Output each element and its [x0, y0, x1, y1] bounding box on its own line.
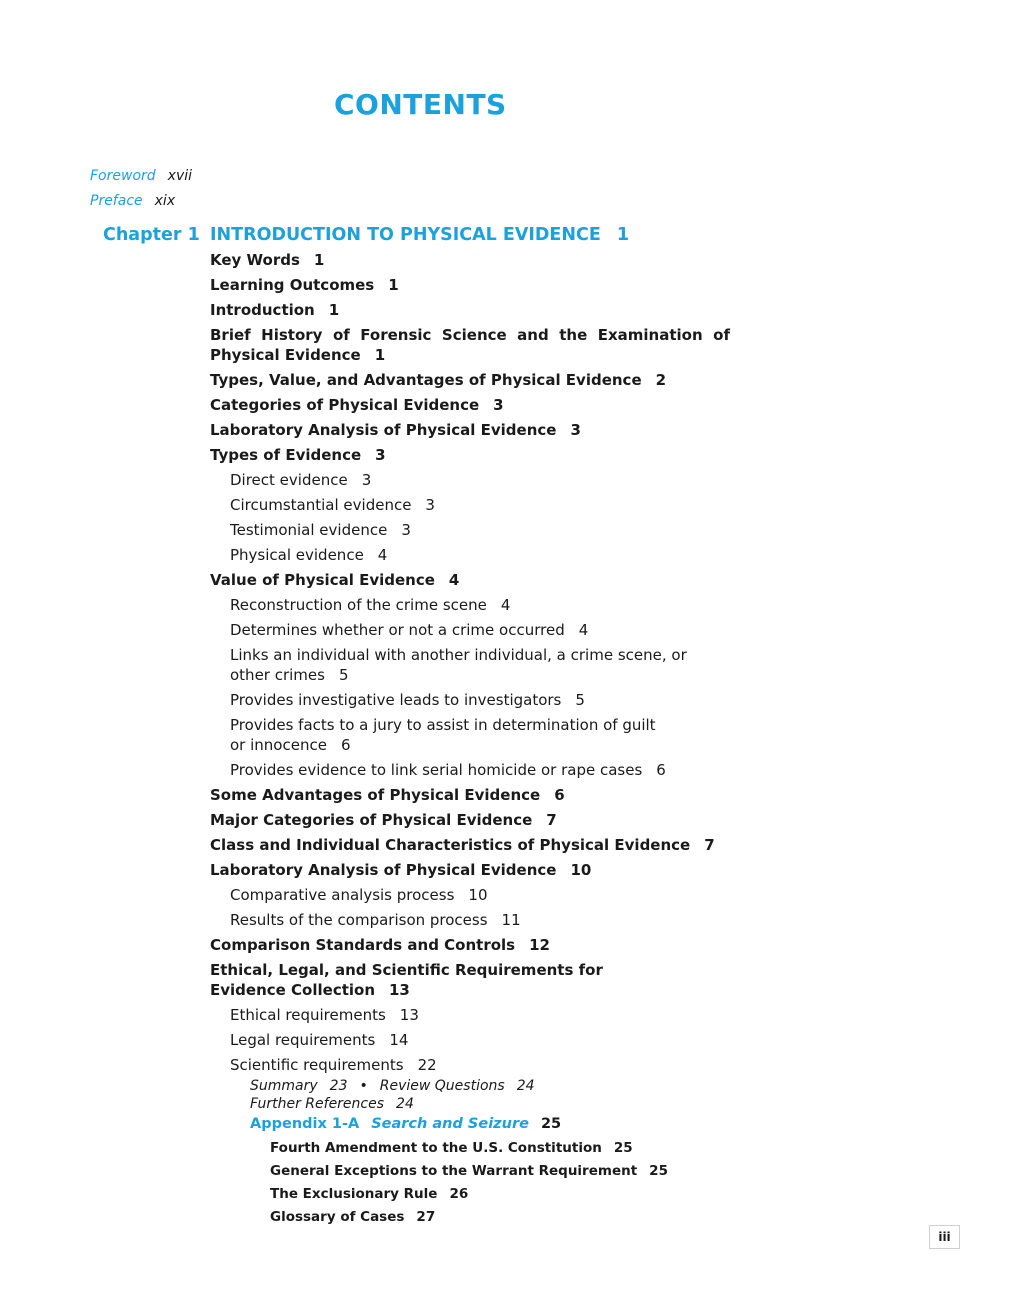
toc-subentry[interactable] [210, 760, 730, 780]
entry-text: Types, Value, and Advantages of Physical Evidence [210, 371, 642, 389]
toc-subentry[interactable] [210, 495, 730, 515]
entry-text: Provides evidence to link serial homicide or rape cases [230, 761, 643, 779]
entry-text: Fourth Amendment to the U.S. Constitution [270, 1140, 602, 1156]
page-title: CONTENTS [334, 88, 507, 121]
toc-entry[interactable] [210, 785, 730, 805]
entry-text: Results of the comparison process [230, 911, 488, 929]
entry-text: General Exceptions to the Warrant Requirement [270, 1163, 638, 1179]
page-number: 1 [313, 251, 325, 269]
entry-text: Determines whether or not a crime occurred [230, 621, 565, 639]
toc-entry[interactable] [210, 250, 730, 270]
page-number: 4 [448, 571, 460, 589]
appendix-entry[interactable] [270, 1163, 668, 1180]
page-number: 25 [613, 1140, 633, 1156]
toc-subentry[interactable] [210, 1055, 730, 1075]
toc-entry[interactable] [210, 275, 730, 295]
appendix-entry[interactable] [270, 1186, 668, 1203]
page-number: xix [154, 193, 176, 209]
toc-front-matter-foreword[interactable] [90, 168, 192, 184]
page-number: 3 [401, 521, 411, 539]
page-number: 14 [389, 1031, 409, 1049]
entry-text: Reconstruction of the crime scene [230, 596, 487, 614]
appendix-entry[interactable] [270, 1209, 668, 1226]
entry-text: Class and Individual Characteristics of Physical Evidence [210, 836, 691, 854]
page-number: 3 [361, 471, 372, 489]
toc-subentry[interactable] [210, 885, 730, 905]
toc-subentry[interactable] [210, 1030, 730, 1050]
toc-entry[interactable] [210, 960, 630, 1000]
entry-text: Circumstantial evidence [230, 496, 412, 514]
chapter-title-text: INTRODUCTION TO PHYSICAL EVIDENCE [210, 225, 601, 245]
entry-text: Scientific requirements [230, 1056, 404, 1074]
page-number: 4 [500, 596, 511, 614]
entry-text: Major Categories of Physical Evidence [210, 811, 533, 829]
page-number: 25 [540, 1116, 562, 1132]
page-number: 23 [329, 1078, 348, 1094]
front-matter-label: Foreword [90, 168, 156, 184]
toc-entry[interactable] [210, 445, 730, 465]
entry-text: Ethical, Legal, and Scientific Requirements for Evidence Collection [210, 961, 603, 999]
toc-entry[interactable] [210, 420, 730, 440]
toc-subentry[interactable] [210, 520, 730, 540]
page-number: 5 [338, 666, 349, 684]
page-number: 25 [649, 1163, 668, 1179]
entry-text: Laboratory Analysis of Physical Evidence [210, 861, 557, 879]
page-number: 27 [416, 1209, 436, 1225]
chapter-label: Chapter 1 [103, 225, 200, 245]
entry-text: Ethical requirements [230, 1006, 386, 1024]
review-questions-link[interactable]: Review Questions [379, 1078, 505, 1094]
entry-text: Provides facts to a jury to assist in determination of guilt or innocence [230, 716, 656, 754]
appendix-entry[interactable] [270, 1140, 668, 1157]
page-number: 1 [328, 301, 340, 319]
toc-entry[interactable] [210, 935, 730, 955]
entry-text: Direct evidence [230, 471, 348, 489]
page-number: 12 [529, 936, 550, 954]
toc-entry-list [210, 250, 730, 1080]
entry-text: Brief History of Forensic Science and the Examination of Physical Evidence [210, 326, 730, 364]
page-number: 6 [554, 786, 565, 804]
end-matter-line-1 [250, 1077, 535, 1095]
toc-entry[interactable] [210, 325, 730, 365]
entry-text: Introduction [210, 301, 315, 319]
toc-front-matter-preface[interactable] [90, 193, 175, 209]
page-number: 6 [340, 736, 351, 754]
page-number: 3 [375, 446, 386, 464]
entry-text: Physical evidence [230, 546, 364, 564]
toc-entry[interactable] [210, 300, 730, 320]
entry-text: Glossary of Cases [270, 1209, 405, 1225]
page-number: 3 [425, 496, 435, 514]
page-number: 6 [656, 761, 666, 779]
page-number: 1 [388, 276, 399, 294]
summary-link[interactable]: Summary [250, 1078, 318, 1094]
page-number: 10 [468, 886, 488, 904]
entry-text: The Exclusionary Rule [270, 1186, 438, 1202]
page-number: 22 [417, 1056, 437, 1074]
toc-subentry[interactable] [210, 910, 730, 930]
entry-text: Some Advantages of Physical Evidence [210, 786, 541, 804]
toc-entry[interactable] [210, 370, 730, 390]
page-number: 1 [374, 346, 386, 364]
page-number: 10 [570, 861, 592, 879]
toc-subentry[interactable] [210, 470, 730, 490]
appendix-label: Appendix 1-A [250, 1116, 360, 1132]
toc-subentry[interactable] [210, 715, 670, 755]
toc-subentry[interactable] [210, 620, 730, 640]
toc-entry[interactable] [210, 395, 730, 415]
page-number: 5 [575, 691, 585, 709]
page-number: 7 [704, 836, 715, 854]
appendix-entry-list [270, 1140, 668, 1232]
chapter-title[interactable] [210, 225, 629, 245]
entry-text: Comparative analysis process [230, 886, 455, 904]
page-number: 4 [377, 546, 388, 564]
page-number: 13 [389, 981, 410, 999]
further-references-link[interactable]: Further References [250, 1096, 385, 1112]
end-matter-line-2 [250, 1095, 535, 1113]
entry-text: Comparison Standards and Controls [210, 936, 516, 954]
front-matter-label: Preface [90, 193, 143, 209]
toc-subentry[interactable] [210, 645, 700, 685]
page-number: 24 [396, 1096, 414, 1112]
page-number: 1 [616, 225, 630, 245]
entry-text: Types of Evidence [210, 446, 362, 464]
page-number: 2 [655, 371, 667, 389]
entry-text: Categories of Physical Evidence [210, 396, 480, 414]
toc-entry[interactable] [210, 570, 730, 590]
toc-subentry[interactable] [210, 1005, 730, 1025]
page-number: 3 [570, 421, 581, 439]
page-number: 11 [501, 911, 521, 929]
appendix-title: Search and Seizure [371, 1116, 529, 1132]
entry-text: Links an individual with another individual, a crime scene, or other crimes [230, 646, 687, 684]
page-number: 13 [399, 1006, 419, 1024]
bullet-separator: • [359, 1078, 368, 1094]
entry-text: Laboratory Analysis of Physical Evidence [210, 421, 557, 439]
folio-page-number: iii [929, 1225, 960, 1249]
page-number: 3 [493, 396, 504, 414]
page-number: 4 [578, 621, 589, 639]
appendix-heading[interactable] [250, 1116, 561, 1132]
toc-subentry[interactable] [210, 595, 730, 615]
page-number: 7 [546, 811, 557, 829]
page-number: xvii [167, 168, 193, 184]
entry-text: Testimonial evidence [230, 521, 388, 539]
toc-subentry[interactable] [210, 545, 730, 565]
toc-entry[interactable] [210, 835, 730, 855]
entry-text: Key Words [210, 251, 300, 269]
page-number: 24 [516, 1078, 535, 1094]
end-matter [250, 1077, 535, 1113]
page-number: 26 [449, 1186, 469, 1202]
entry-text: Learning Outcomes [210, 276, 375, 294]
entry-text: Provides investigative leads to investigators [230, 691, 562, 709]
entry-text: Value of Physical Evidence [210, 571, 435, 589]
toc-subentry[interactable] [210, 690, 730, 710]
toc-entry[interactable] [210, 860, 730, 880]
toc-entry[interactable] [210, 810, 730, 830]
entry-text: Legal requirements [230, 1031, 376, 1049]
